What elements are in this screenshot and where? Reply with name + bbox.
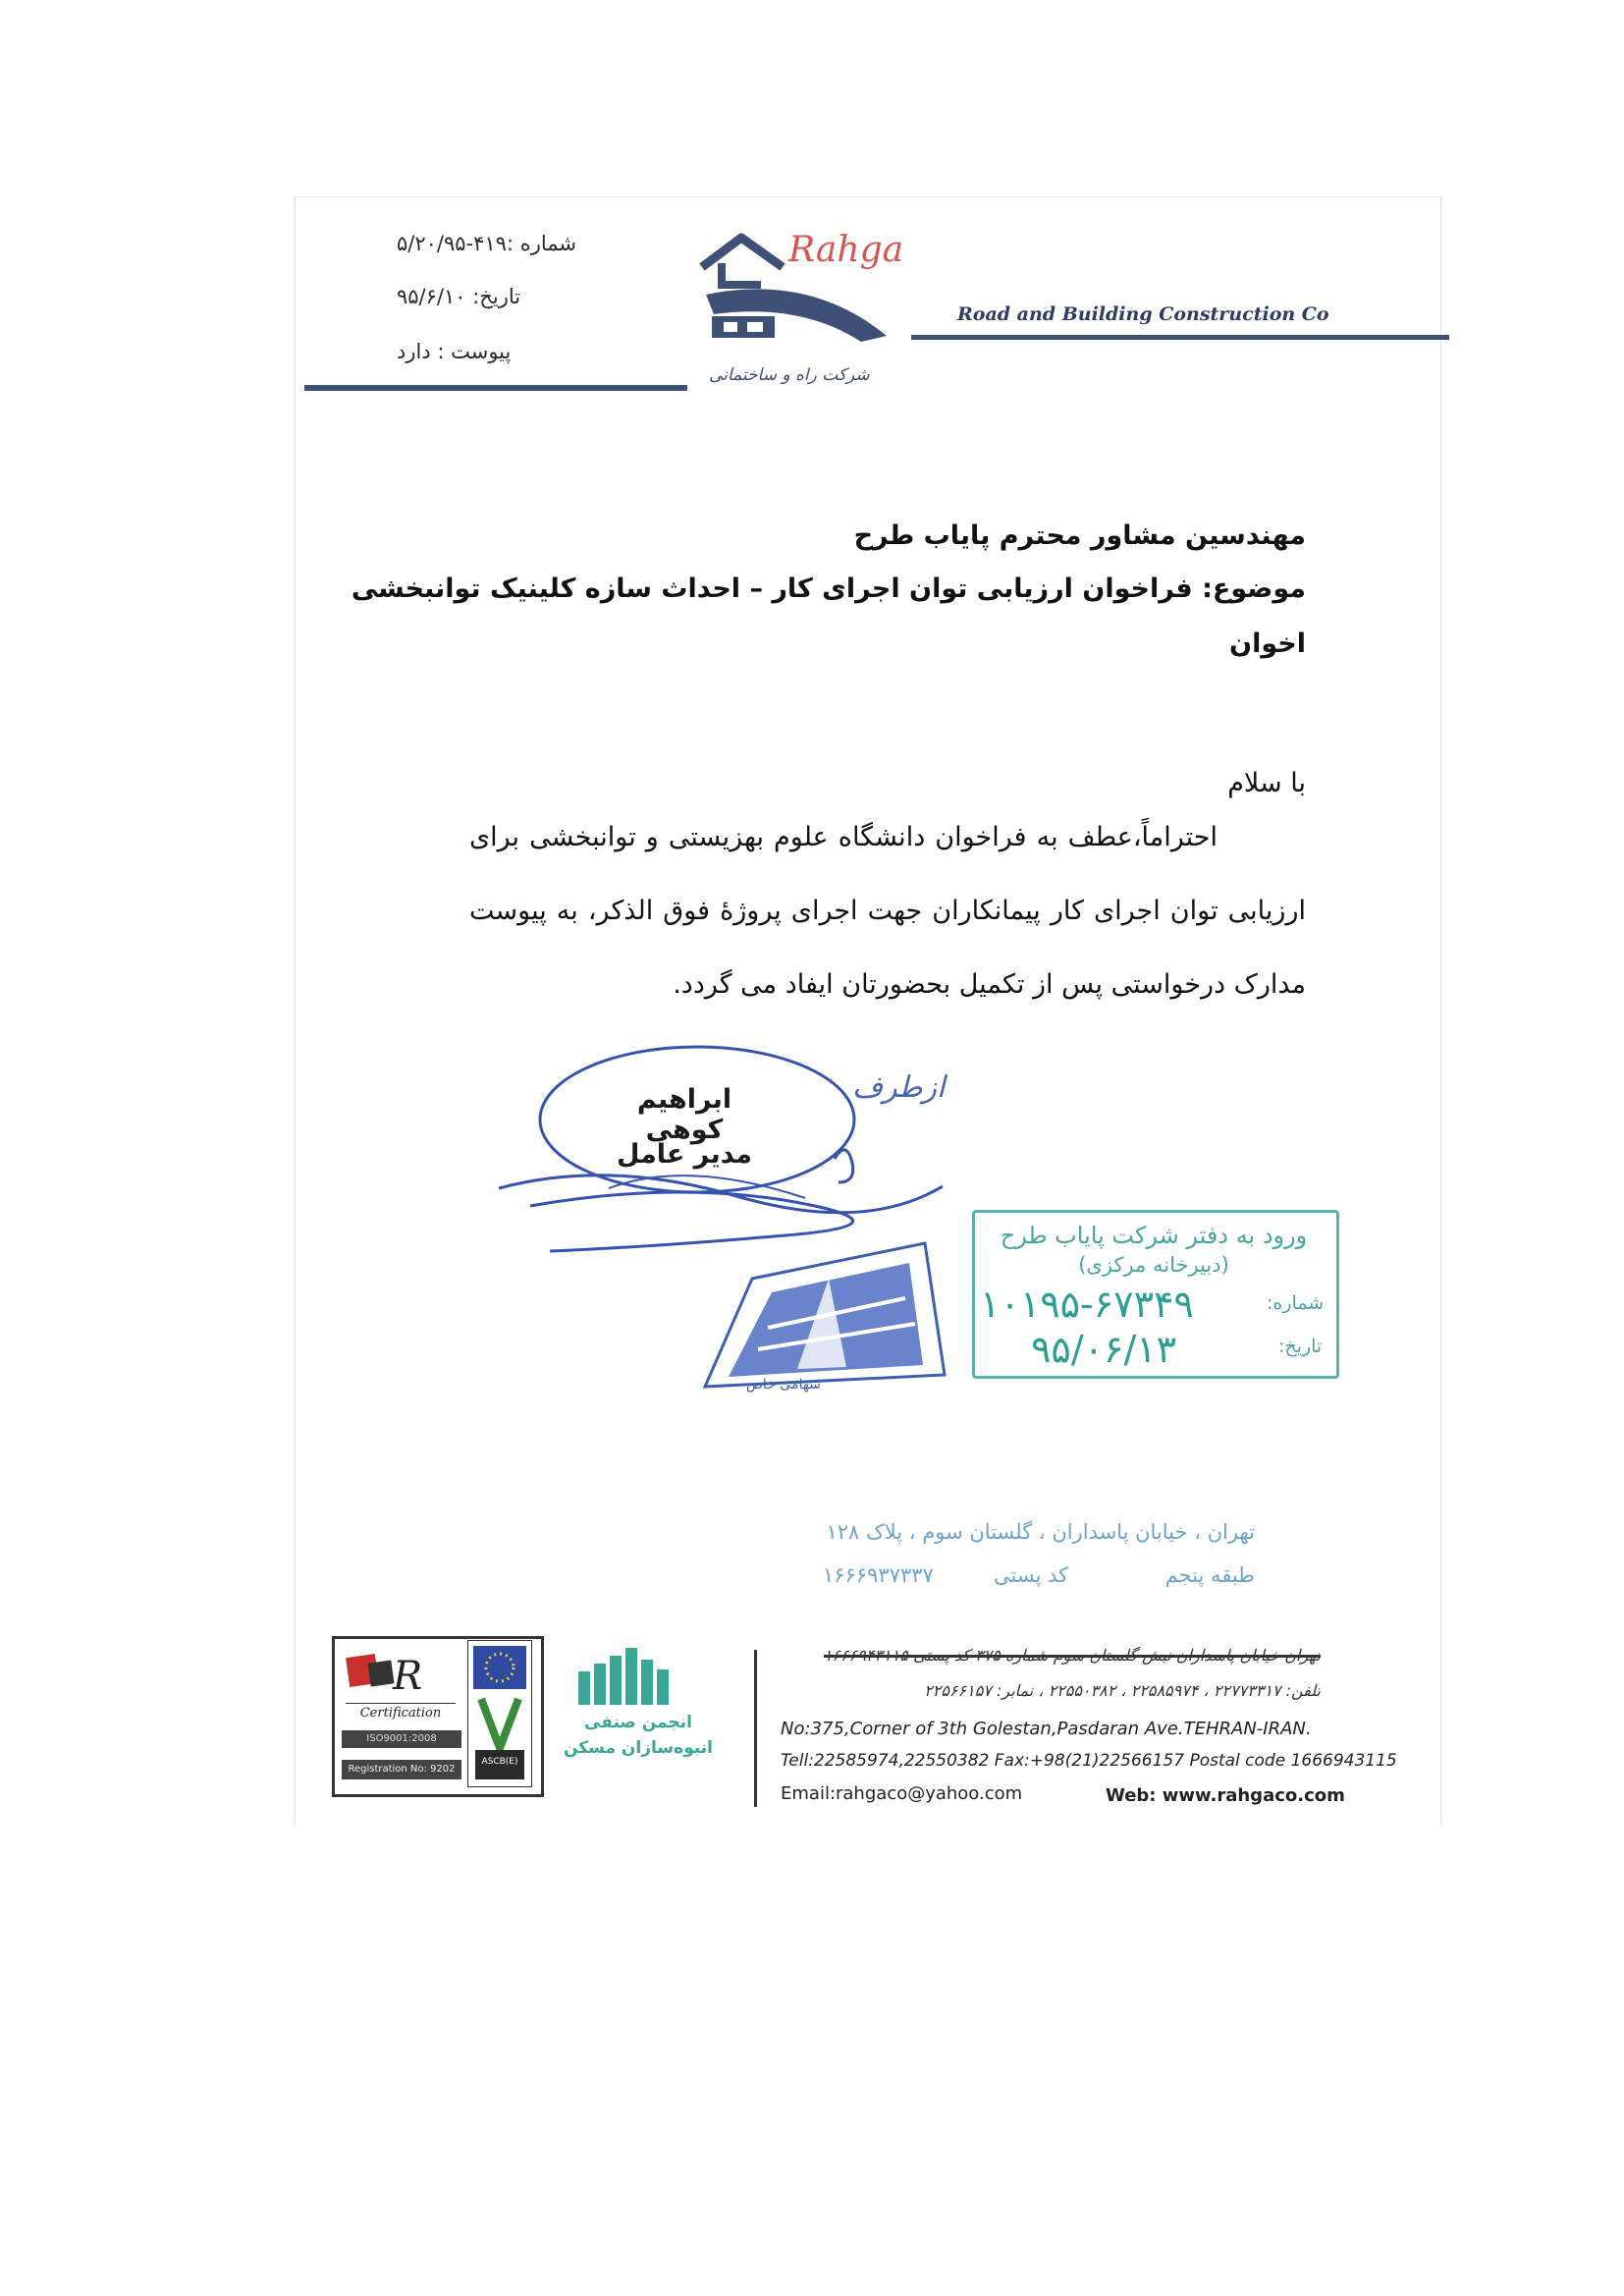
letter-number: شماره :۴۱۹-۵/۲۰/۹۵ [397, 232, 576, 255]
footer-phones-en: Tell:22585974,22550382 Fax:+98(21)22566157 Postal code 1666943115 [781, 1751, 1397, 1771]
brand-wordmark: Rahga [788, 230, 904, 270]
header-rule-left [304, 385, 687, 391]
address-fa-postal-value: ۱۶۶۶۹۳۷۳۳۷ [823, 1563, 934, 1587]
on-behalf-label: ازطرف [852, 1070, 946, 1105]
association-name-2: انبوه‌سازان مسکن [564, 1738, 713, 1758]
address-fa-line: تهران ، خیابان پاسداران ، گلستان سوم ، پلاک ۱۲۸ [826, 1520, 1255, 1544]
footer-website[interactable]: Web: www.rahgaco.com [1106, 1785, 1345, 1806]
letter-body: احتراماً،عطف به فراخوان دانشگاه علوم بهزیستی و توانبخشی برای ارزیابی توان اجرای کار پیمانکاران جهت اجرای پروژۀ فوق الذکر، به پیوست مدارک درخواستی پس از تکمیل بحضورتان ایفاد می گردد. [469, 822, 1306, 1000]
signatory-name: ابراهیم کوهی [636, 1084, 732, 1145]
builders-association-emblem [574, 1642, 682, 1709]
company-tagline-en: Road and Building Construction Co [957, 303, 1329, 325]
stamp-number-value: ۱۰۱۹۵-۶۷۳۴۹ [980, 1283, 1194, 1326]
recipient: مهندسین مشاور محترم پایاب طرح [853, 520, 1306, 551]
greeting: با سلام [1227, 768, 1306, 798]
registration-number: Registration No: 9202 [342, 1760, 461, 1779]
eu-accreditation-badge [467, 1640, 532, 1787]
address-fa-postal-label: کد پستی [994, 1563, 1069, 1587]
company-tagline-fa: شرکت راه و ساختمانی [709, 365, 870, 385]
iso-label: ISO9001:2008 [342, 1730, 461, 1748]
association-name-1: انجمن صنفی [584, 1713, 692, 1732]
company-seal [699, 1239, 954, 1396]
address-fa-floor: طبقه پنجم [1164, 1563, 1255, 1587]
footer-phones-fa: تلفن: ۲۲۷۷۳۳۱۷ ، ۲۲۵۸۵۹۷۴ ، ۲۲۵۵۰۳۸۲ ، نمابر: ۲۲۵۶۶۱۵۷ [924, 1681, 1321, 1700]
subject-line-1: موضوع: فراخوان ارزیابی توان اجرای کار – احداث سازه کلینیک توانبخشی [351, 574, 1306, 604]
svg-text:R: R [393, 1654, 423, 1699]
certification-label: Certification [346, 1703, 456, 1721]
header-rule-right [911, 335, 1449, 340]
footer-divider [754, 1650, 757, 1807]
letter-attachment: پیوست : دارد [397, 340, 512, 363]
stamp-date-label: تاریخ: [1278, 1336, 1323, 1357]
letter-date: تاریخ: ۹۵/۶/۱۰ [397, 285, 521, 308]
accreditation-label: ASCB(E) [481, 1757, 518, 1767]
footer-address-en: No:375,Corner of 3th Golestan,Pasdaran Ave.TEHRAN-IRAN. [781, 1719, 1312, 1739]
footer-crossed-address: تهران خیابان پاسداران نبش گلستان سوم شماره ۳۷۵ کد پستی ۱۶۶۶۹۴۳۱۱۵ [823, 1646, 1321, 1665]
subject-line-2: اخوان [1229, 629, 1306, 659]
company-seal-text: سهامی خاص [746, 1377, 821, 1393]
signatory-title: مدیر عامل [616, 1139, 753, 1170]
stamp-number-label: شماره: [1267, 1292, 1325, 1314]
stamp-date-value: ۹۵/۰۶/۱۳ [1031, 1328, 1177, 1371]
stamp-subtitle: (دبیرخانه مرکزی) [1078, 1253, 1229, 1277]
cfr-emblem [344, 1646, 452, 1701]
footer-email[interactable]: Email:rahgaco@yahoo.com [781, 1783, 1023, 1804]
stamp-title: ورود به دفتر شرکت پایاب طرح [1000, 1222, 1308, 1249]
